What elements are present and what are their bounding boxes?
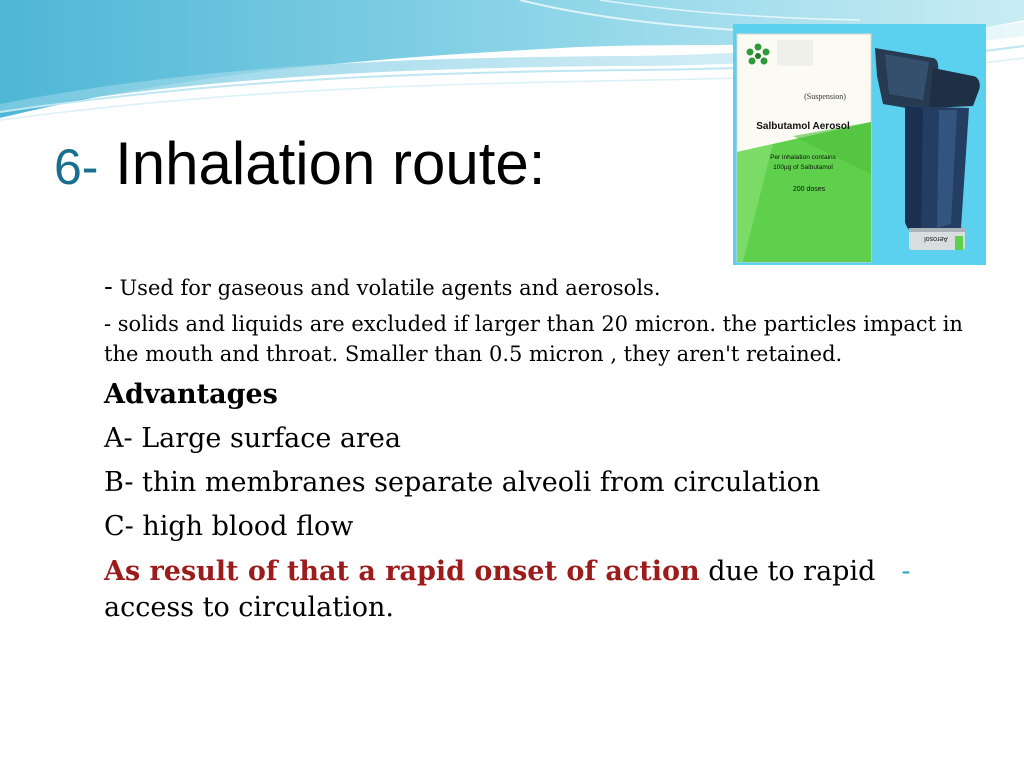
advantage-b: B- thin membranes separate alveoli from circulation: [104, 467, 821, 498]
result-rest-2: access to circulation.: [104, 592, 394, 623]
result-rest-1: due to rapid: [708, 556, 876, 587]
box-label-line1: Per inhalation contains: [770, 154, 836, 161]
bullet-used-for: [104, 272, 984, 303]
bullet-used-for-text: Used for gaseous and volatile agents and aerosols.: [119, 276, 661, 300]
bullet-particle-size: - solids and liquids are excluded if larger than 20 micron. the particles impact in the mouth and throat. Smaller than 0.5 micron , they aren't retained.: [104, 312, 963, 366]
box-label-name: Salbutamol Aerosol: [756, 121, 850, 132]
box-label-line2: 100µg of Salbutamol: [773, 164, 833, 171]
title-text: Inhalation route:: [115, 130, 546, 197]
inhaler-label: Aerosol: [924, 235, 948, 242]
result-highlight: As result of that a rapid onset of action: [104, 556, 700, 587]
advantage-a: A- Large surface area: [104, 423, 401, 454]
box-label-doses: 200 doses: [792, 186, 826, 193]
box-label-suspension: (Suspension): [804, 92, 846, 101]
advantage-c: C- high blood flow: [104, 511, 354, 542]
salbutamol-inhaler-photo: [733, 24, 986, 265]
title-number: 6-: [54, 139, 99, 195]
medicine-box: [737, 34, 871, 262]
advantages-heading: Advantages: [104, 379, 278, 410]
slide-body: [104, 272, 984, 626]
page-title: [54, 128, 545, 203]
bullet-dash: -: [104, 272, 113, 302]
result-statement: [104, 554, 984, 626]
result-dash: -: [901, 556, 911, 587]
